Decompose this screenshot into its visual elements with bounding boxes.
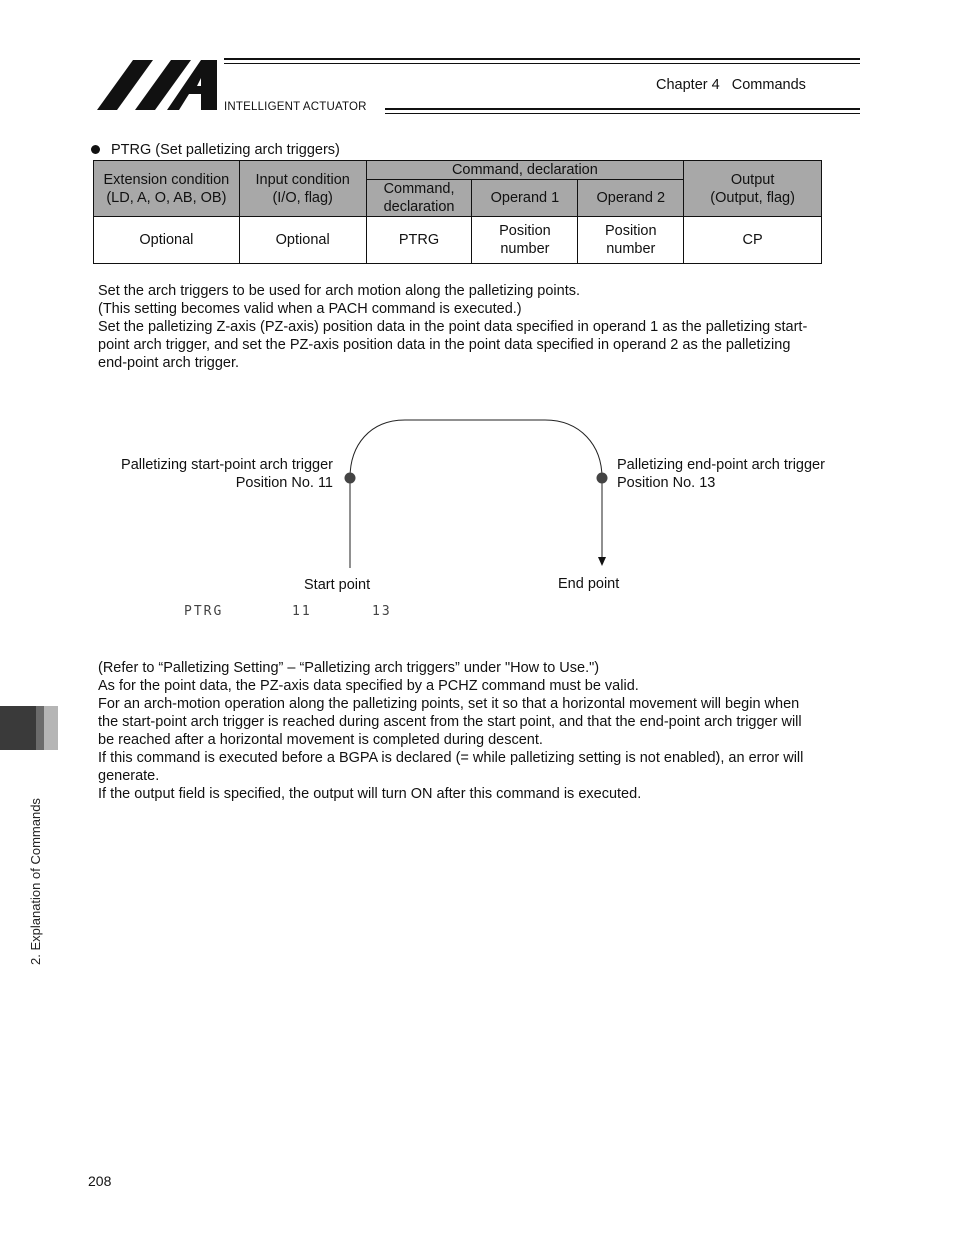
example-operand-1: 11 bbox=[292, 604, 312, 619]
note-line: For an arch-motion operation along the palletizing points, set it so that a horizontal movement will begin when bbox=[98, 696, 800, 712]
note-line: the start-point arch trigger is reached during ascent from the start point, and that the end-point arch trigger will bbox=[98, 714, 802, 730]
description bbox=[98, 282, 868, 372]
page-number: 208 bbox=[88, 1173, 112, 1189]
example-command: PTRG bbox=[184, 604, 224, 619]
header-extension-condition: Extension condition (LD, A, O, AB, OB) bbox=[94, 161, 240, 217]
cell-operand-1: Position number bbox=[472, 217, 578, 264]
chapter-title: Chapter 4 Commands bbox=[656, 77, 806, 93]
note-line: If the output field is specified, the output will turn ON after this command is executed. bbox=[98, 786, 642, 802]
header-output: Output (Output, flag) bbox=[684, 161, 822, 217]
arch-motion-diagram bbox=[330, 410, 620, 575]
cell-operand-2: Position number bbox=[578, 217, 684, 264]
header-command-declaration: Command, declaration bbox=[366, 161, 684, 180]
end-trigger-marker bbox=[597, 473, 608, 484]
command-spec-table bbox=[93, 160, 822, 264]
notes bbox=[98, 659, 868, 803]
note-line: be reached after a horizontal movement is completed during descent. bbox=[98, 732, 543, 748]
header-input-condition: Input condition (I/O, flag) bbox=[239, 161, 366, 217]
header-operand-2: Operand 2 bbox=[578, 180, 684, 217]
start-trigger-label: Palletizing start-point arch trigger Position No. 11 bbox=[121, 457, 333, 491]
header-command: Command, declaration bbox=[366, 180, 472, 217]
note-line: generate. bbox=[98, 768, 160, 784]
end-trigger-label: Palletizing end-point arch trigger Position No. 13 bbox=[617, 457, 825, 491]
example-operand-2: 13 bbox=[372, 604, 392, 619]
side-section-label: 2. Explanation of Commands bbox=[28, 798, 43, 965]
description-line: Set the arch triggers to be used for arch motion along the palletizing points. bbox=[98, 283, 581, 299]
note-line: (Refer to “Palletizing Setting” – “Palletizing arch triggers” under "How to Use.") bbox=[98, 660, 600, 676]
cell-input: Optional bbox=[239, 217, 366, 264]
description-line: (This setting becomes valid when a PACH command is executed.) bbox=[98, 301, 522, 317]
header-operand-1: Operand 1 bbox=[472, 180, 578, 217]
chapter-side-tab bbox=[0, 706, 58, 750]
cell-extension: Optional bbox=[94, 217, 240, 264]
description-line: end-point arch trigger. bbox=[98, 355, 240, 371]
brand-name: INTELLIGENT ACTUATOR bbox=[224, 101, 367, 113]
iai-logo bbox=[97, 58, 219, 112]
cell-command: PTRG bbox=[366, 217, 472, 264]
start-point-label: Start point bbox=[304, 577, 371, 593]
end-point-label: End point bbox=[558, 576, 620, 592]
note-line: As for the point data, the PZ-axis data specified by a PCHZ command must be valid. bbox=[98, 678, 639, 694]
down-arrow-icon bbox=[598, 557, 606, 566]
header-rule-bottom bbox=[385, 108, 860, 114]
header-rule-top bbox=[224, 58, 860, 64]
start-trigger-marker bbox=[345, 473, 356, 484]
cell-output: CP bbox=[684, 217, 822, 264]
description-line: Set the palletizing Z-axis (PZ-axis) position data in the point data specified in operand 1 as the palletizing start- bbox=[98, 319, 808, 335]
description-line: point arch trigger, and set the PZ-axis position data in the point data specified in operand 2 as the palletizing bbox=[98, 337, 791, 353]
section-title: PTRG (Set palletizing arch triggers) bbox=[111, 142, 340, 158]
bullet-icon bbox=[91, 145, 100, 154]
note-line: If this command is executed before a BGPA is declared (= while palletizing setting is not enabled), an error will bbox=[98, 750, 804, 766]
